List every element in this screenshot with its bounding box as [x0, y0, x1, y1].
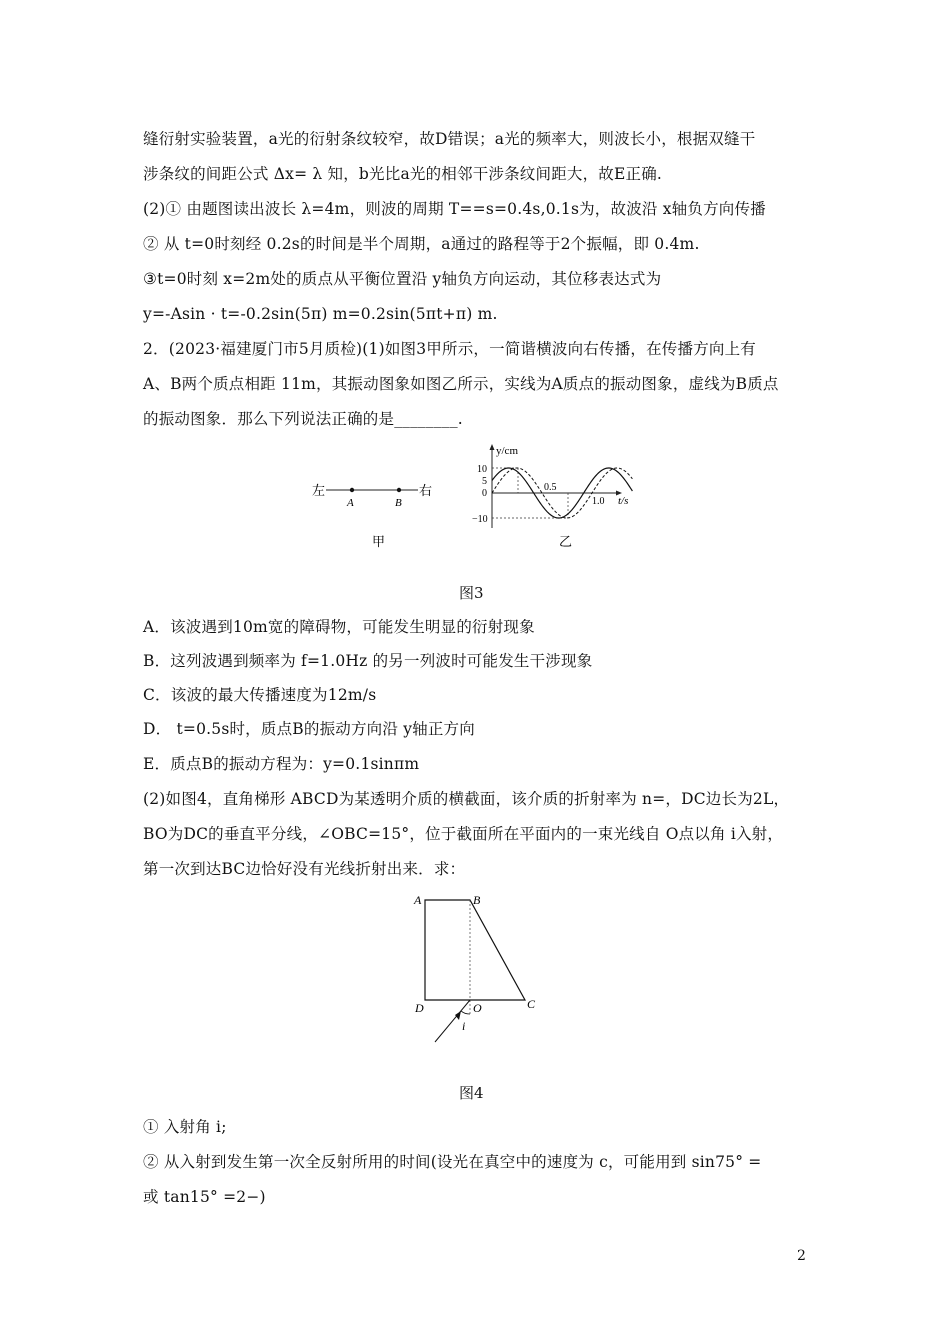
yi-y-arrow	[490, 444, 495, 450]
fig4-label-a: A	[414, 893, 422, 907]
text-line-2: 涉条纹的间距公式 Δx= λ 知，b光比a光的相邻干涉条纹间距大，故E正确.	[143, 165, 663, 183]
page-number: 2	[797, 1248, 806, 1264]
yi-tick-10s: 1.0	[592, 496, 605, 507]
fig4-label-c: C	[527, 997, 536, 1011]
angle-i-arc	[461, 1011, 470, 1014]
text-line-7: 2．(2023·福建厦门市5月质检)(1)如图3甲所示，一简谐横波向右传播，在传播方向上有	[143, 340, 757, 358]
text-line-9: 的振动图象．那么下列说法正确的是________.	[143, 410, 463, 428]
fig4-label-o: O	[473, 1001, 482, 1015]
jia-sub-caption: 甲	[372, 534, 386, 549]
yi-tick-10: 10	[477, 464, 487, 475]
yi-y-axis-label: y/cm	[496, 445, 518, 457]
trapezoid-abcd	[425, 900, 525, 1000]
fig4-label-i: i	[462, 1019, 466, 1033]
question-2-line-1: ② 从入射到发生第一次全反射所用的时间(设光在真空中的速度为 c，可能用到 sin75° =	[143, 1153, 762, 1171]
option-b: B．这列波遇到频率为 f=1.0Hz 的另一列波时可能发生干涉现象	[143, 652, 593, 670]
yi-tick-05: 0.5	[544, 482, 557, 493]
jia-point-b	[397, 488, 401, 492]
jia-label-a: A	[347, 497, 354, 509]
part2-line-3: 第一次到达BC边恰好没有光线折射出来．求：	[143, 860, 466, 878]
figure4-trapezoid	[405, 890, 555, 1050]
yi-sub-caption: 乙	[559, 534, 573, 549]
figure4-caption: 图4	[459, 1084, 484, 1102]
option-d: D． t=0.5s时，质点B的振动方向沿 y轴正方向	[143, 720, 475, 738]
yi-tick-5: 5	[482, 476, 487, 487]
figure3-yi-chart	[470, 440, 650, 552]
yi-tick-0: 0	[482, 488, 487, 499]
part2-line-1: (2)如图4，直角梯形 ABCD为某透明介质的横截面，该介质的折射率为 n=，DC边长为2L，	[143, 790, 790, 808]
question-1: ① 入射角 i;	[143, 1118, 227, 1136]
figure3-jia	[300, 470, 450, 550]
text-line-6: y=-Asin · t=-0.2sin(5π) m=0.2sin(5πt+π) m.	[143, 305, 498, 323]
text-line-4: ② 从 t=0时刻经 0.2s的时间是半个周期，a通过的路程等于2个振幅，即 0.4m.	[143, 235, 700, 253]
text-line-1: 缝衍射实验装置，a光的衍射条纹较窄，故D错误；a光的频率大，则波长小，根据双缝干	[143, 130, 756, 148]
text-line-5: ③t=0时刻 x=2m处的质点从平衡位置沿 y轴负方向运动，其位移表达式为	[143, 270, 662, 288]
jia-label-b: B	[395, 497, 402, 509]
yi-tick-neg10: −10	[472, 514, 488, 525]
jia-left-label: 左	[312, 483, 326, 498]
option-e: E．质点B的振动方程为：y=0.1sinπm	[143, 755, 420, 773]
text-line-3: (2)① 由题图读出波长 λ=4m，则波的周期 T==s=0.4s,0.1s为，故波沿 x轴负方向传播	[143, 200, 766, 218]
fig4-label-d: D	[415, 1001, 424, 1015]
text-line-8: A、B两个质点相距 11m，其振动图象如图乙所示，实线为A质点的振动图象，虚线为B质点	[143, 375, 779, 393]
fig4-label-b: B	[473, 893, 481, 907]
yi-x-axis-label: t/s	[618, 495, 629, 507]
incident-ray-arrow	[455, 1011, 461, 1020]
option-c: C．该波的最大传播速度为12m/s	[143, 686, 377, 704]
option-a: A．该波遇到10m宽的障碍物，可能发生明显的衍射现象	[143, 618, 535, 636]
part2-line-2: BO为DC的垂直平分线，∠OBC=15°，位于截面所在平面内的一束光线自 O点以角 i入射，	[143, 825, 784, 843]
question-2-line-2: 或 tan15° =2−)	[143, 1188, 266, 1206]
jia-point-a	[350, 488, 354, 492]
figure3-caption: 图3	[459, 584, 484, 602]
jia-right-label: 右	[419, 483, 433, 498]
